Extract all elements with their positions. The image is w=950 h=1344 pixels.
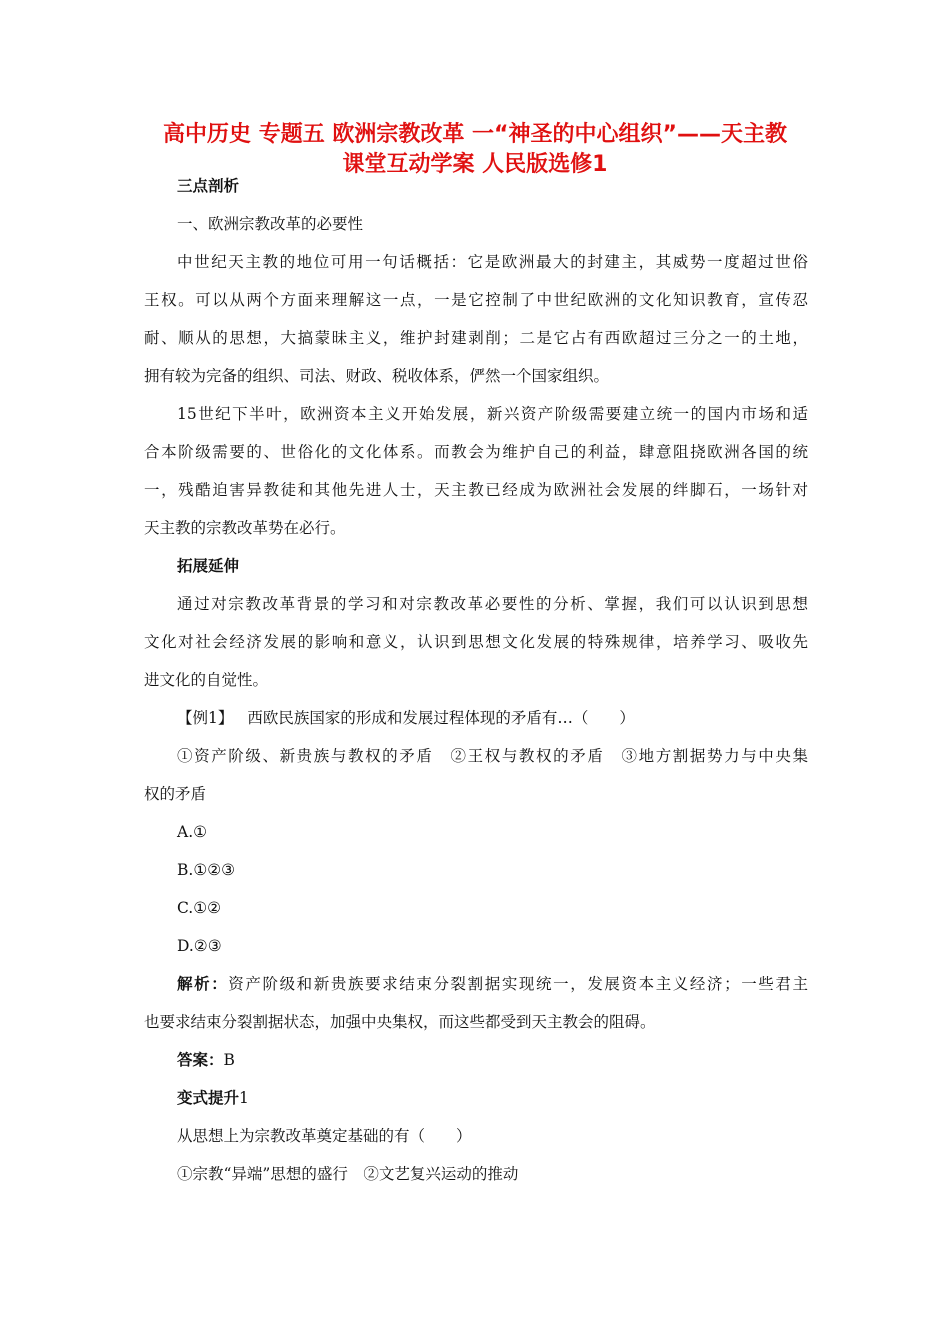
- extension-heading: 拓展延伸: [177, 557, 240, 575]
- document-body: [144, 172, 808, 1198]
- paragraph-catholic-status: [144, 248, 808, 400]
- option-a: A.①: [177, 823, 208, 841]
- example-label: 【例1】: [177, 709, 234, 727]
- title-line-2: 课堂互动学案 人民版选修1: [342, 152, 608, 177]
- option-c: C.①②: [177, 899, 222, 917]
- paragraph-capitalism: [144, 400, 808, 552]
- paragraph-line: 一，残酷迫害异教徒和其他先进人士，天主教已经成为欧洲社会发展的绊脚石，一场针对: [144, 481, 808, 499]
- paragraph-line: 拥有较为完备的组织、司法、财政、税收体系，俨然一个国家组织。: [144, 367, 610, 385]
- document-title: [130, 120, 820, 180]
- paragraph-line: 文化对社会经济发展的影响和意义，认识到思想文化发展的特殊规律，培养学习、吸收先: [144, 633, 808, 651]
- analysis-line-2: 也要求结束分裂割据状态，加强中央集权，而这些都受到天主教会的阻碍。: [144, 1013, 656, 1031]
- answer-line: [144, 1046, 808, 1084]
- title-line-1: 高中历史 专题五 欧洲宗教改革 一“神圣的中心组织”——天主教: [163, 122, 787, 147]
- paragraph-extension: [144, 590, 808, 704]
- analysis-text: 资产阶级和新贵族要求结束分裂割据实现统一，发展资本主义经济；一些君主: [228, 975, 808, 993]
- example-items-continued: 权的矛盾: [144, 785, 207, 803]
- paragraph-line: 进文化的自觉性。: [144, 671, 269, 689]
- paragraph-line: 天主教的宗教改革势在必行。: [144, 519, 346, 537]
- answer-value: B: [223, 1051, 235, 1069]
- example-question-text: 西欧民族国家的形成和发展过程体现的矛盾有…（ ）: [247, 709, 635, 727]
- section-heading: 三点剖析: [177, 177, 240, 195]
- example-question: [144, 704, 808, 742]
- paragraph-line: 耐、顺从的思想，大搞蒙昧主义，维护封建剥削；二是它占有西欧超过三分之一的土地，: [144, 329, 808, 347]
- example-items: ①资产阶级、新贵族与教权的矛盾 ②王权与教权的矛盾 ③地方割据势力与中央集: [177, 747, 808, 765]
- paragraph-line: 15世纪下半叶，欧洲资本主义开始发展，新兴资产阶级需要建立统一的国内市场和适: [177, 405, 808, 423]
- answer-label: 答案：: [177, 1051, 224, 1069]
- example-1: [144, 704, 808, 1084]
- analysis-line: [144, 970, 808, 1008]
- variant-number: 1: [239, 1089, 249, 1107]
- subheading-necessity: 一、欧洲宗教改革的必要性: [177, 215, 364, 233]
- analysis-label: 解析：: [177, 975, 229, 993]
- option-b: B.①②③: [177, 861, 236, 879]
- variant-question: 从思想上为宗教改革奠定基础的有（ ）: [177, 1127, 472, 1145]
- option-d: D.②③: [177, 937, 222, 955]
- paragraph-line: 合本阶级需要的、世俗化的文化体系。而教会为维护自己的利益，肆意阻挠欧洲各国的统: [144, 443, 808, 461]
- variant-heading: [144, 1084, 808, 1122]
- paragraph-line: 王权。可以从两个方面来理解这一点，一是它控制了中世纪欧洲的文化知识教育，宣传忍: [144, 291, 808, 309]
- paragraph-line: 通过对宗教改革背景的学习和对宗教改革必要性的分析、掌握，我们可以认识到思想: [177, 595, 808, 613]
- paragraph-line: 中世纪天主教的地位可用一句话概括：它是欧洲最大的封建主，其威势一度超过世俗: [177, 253, 808, 271]
- variant-items: ①宗教“异端”思想的盛行 ②文艺复兴运动的推动: [177, 1165, 519, 1183]
- variant-1: [144, 1084, 808, 1198]
- variant-label: 变式提升: [177, 1089, 240, 1107]
